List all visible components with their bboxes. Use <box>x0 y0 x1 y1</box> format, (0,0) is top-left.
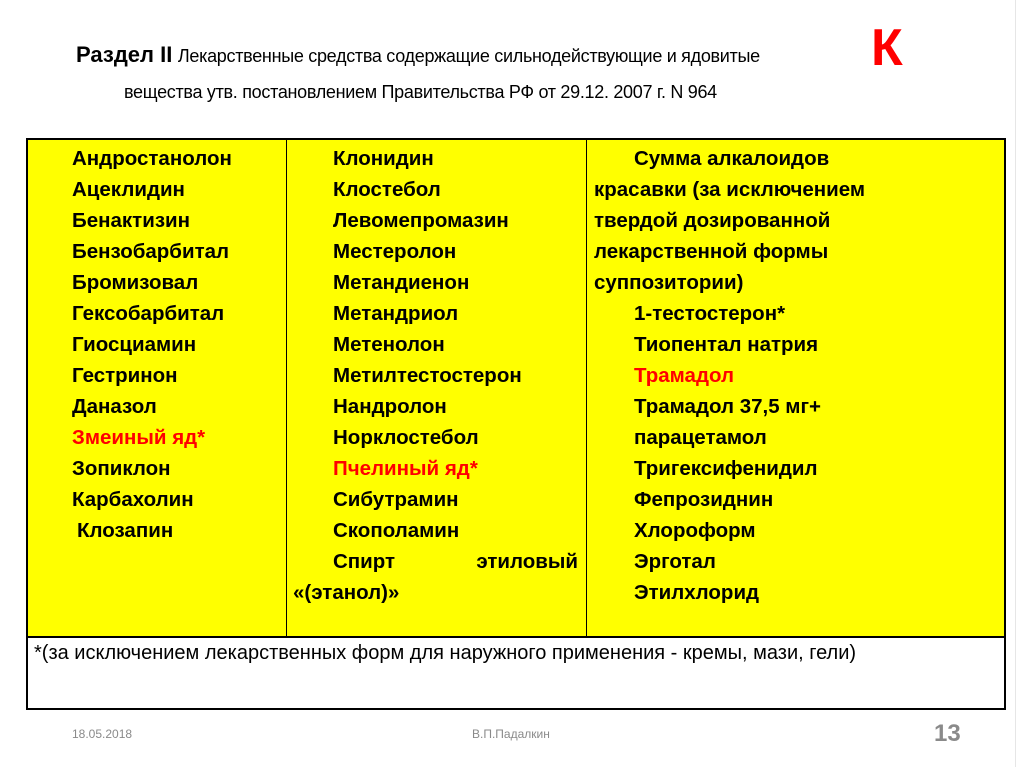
footer-date: 18.05.2018 <box>72 727 133 741</box>
list-item: Норклостебол <box>333 426 479 449</box>
list-item: Хлороформ <box>634 519 756 542</box>
substances-row <box>28 140 1004 638</box>
list-item: 1-тестостерон* <box>634 302 786 325</box>
substances-table <box>26 138 1006 710</box>
title-line2: вещества утв. постановлением Правительства РФ от 29.12. 2007 г. N 964 <box>124 82 717 102</box>
list-item: Пчелиный яд* <box>333 457 478 480</box>
list-item: Гестринон <box>72 364 178 387</box>
list-item: лекарственной формы <box>594 240 829 263</box>
list-item: Клозапин <box>77 519 174 542</box>
title-line1: Лекарственные средства содержащие сильнодействующие и ядовитые <box>177 46 760 66</box>
list-item: Бензобарбитал <box>72 240 230 263</box>
list-item: Клостебол <box>333 178 441 201</box>
list-item: «(этанол)» <box>293 581 400 604</box>
list-item: Бромизовал <box>72 271 199 294</box>
list-item: Сумма алкалоидов <box>634 147 830 170</box>
list-item <box>293 546 578 577</box>
list-item: Тиопентал натрия <box>634 333 819 356</box>
list-item: парацетамол <box>634 426 767 449</box>
list-item: Метенолон <box>333 333 445 356</box>
list-item: Ацеклидин <box>72 178 185 201</box>
list-item: Метандриол <box>333 302 459 325</box>
slide-edge <box>1015 0 1016 767</box>
list-item: Местеролон <box>333 240 457 263</box>
page-number: 13 <box>934 720 961 747</box>
item-text: этиловый <box>476 550 578 573</box>
item-text: Спирт <box>333 550 396 573</box>
list-item: Гексобарбитал <box>72 302 225 325</box>
list-item: Эрготал <box>634 550 716 573</box>
list-item: Трамадол 37,5 мг+ <box>634 395 821 418</box>
list-item: суппозитории) <box>594 271 744 294</box>
footnote: *(за исключением лекарственных форм для наружного применения - кремы, мази, гели) <box>34 642 857 664</box>
list-item: твердой дозированной <box>594 209 831 232</box>
column-2 <box>287 140 587 636</box>
list-item: Фепрозиднин <box>634 488 774 511</box>
list-item: Гиосциамин <box>72 333 197 356</box>
list-item: Нандролон <box>333 395 447 418</box>
list-item: красавки (за исключением <box>594 178 866 201</box>
list-item: Карбахолин <box>72 488 194 511</box>
list-item: Клонидин <box>333 147 434 170</box>
list-item: Этилхлорид <box>634 581 760 604</box>
list-item: Левомепромазин <box>333 209 509 232</box>
footer-author: В.П.Падалкин <box>472 727 550 741</box>
list-item: Бенактизин <box>72 209 190 232</box>
list-item: Тригексифенидил <box>634 457 818 480</box>
list-item: Скополамин <box>333 519 460 542</box>
column-1 <box>28 140 287 636</box>
list-item: Сибутрамин <box>333 488 459 511</box>
list-item: Змеиный яд* <box>72 426 206 449</box>
list-item: Трамадол <box>634 364 735 387</box>
list-item: Метандиенон <box>333 271 470 294</box>
list-item: Даназол <box>72 395 157 418</box>
list-item: Метилтестостерон <box>333 364 522 387</box>
category-marker: К <box>871 19 903 77</box>
list-item: Зопиклон <box>72 457 171 480</box>
list-item: Андростанолон <box>72 147 232 170</box>
slide-title <box>76 42 760 68</box>
section-label: Раздел II <box>76 42 173 67</box>
column-3 <box>587 140 1004 636</box>
